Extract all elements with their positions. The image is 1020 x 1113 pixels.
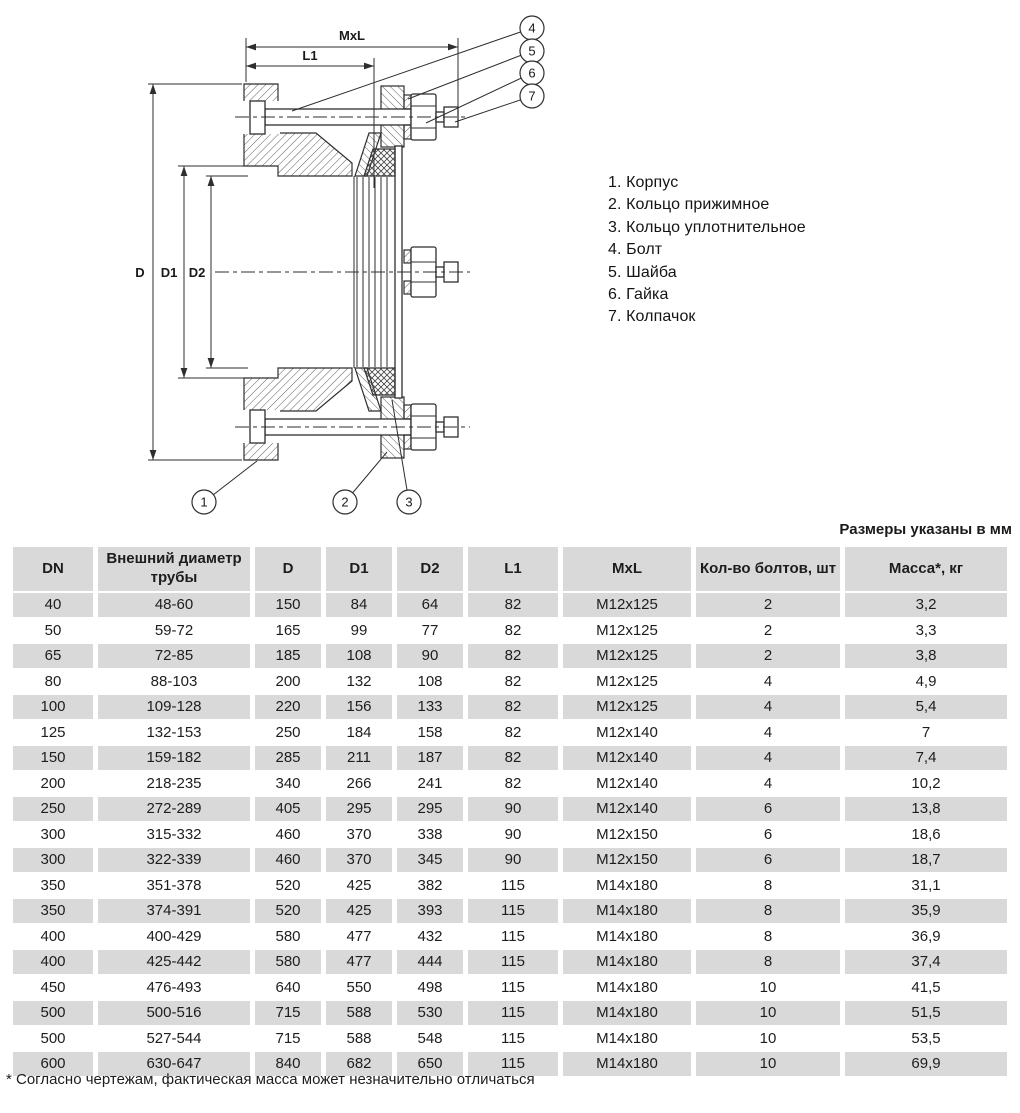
cell-l1: 82: [468, 619, 558, 643]
cell-l1: 90: [468, 823, 558, 847]
callout-3: [397, 490, 421, 514]
cell-l1: 90: [468, 848, 558, 872]
cell-mxl: M12x125: [563, 670, 691, 694]
cell-mxl: M14x180: [563, 1001, 691, 1025]
cell-dn: 400: [13, 950, 93, 974]
cell-pipe-od: 500-516: [98, 1001, 250, 1025]
cell-d: 840: [255, 1052, 321, 1076]
cell-pipe-od: 527-544: [98, 1027, 250, 1051]
legend-item: 3. Кольцо уплотнительное: [608, 218, 806, 236]
cell-mass: 18,7: [845, 848, 1007, 872]
cell-pipe-od: 476-493: [98, 976, 250, 1000]
cell-mass: 53,5: [845, 1027, 1007, 1051]
callout-5: [520, 39, 544, 63]
dim-label-d1: D1: [160, 265, 178, 280]
cell-dn: 600: [13, 1052, 93, 1076]
cell-d: 580: [255, 925, 321, 949]
cell-l1: 90: [468, 797, 558, 821]
cell-mass: 4,9: [845, 670, 1007, 694]
cell-l1: 115: [468, 1052, 558, 1076]
cell-pipe-od: 351-378: [98, 874, 250, 898]
cell-dn: 65: [13, 644, 93, 668]
col-header-d1: D1: [326, 547, 392, 591]
dim-label-mxl: MxL: [339, 28, 365, 43]
footnote: * Согласно чертежам, фактическая масса может незначительно отличаться: [6, 1071, 535, 1088]
cell-d: 715: [255, 1001, 321, 1025]
cell-d1: 370: [326, 848, 392, 872]
cell-pipe-od: 72-85: [98, 644, 250, 668]
cell-d1: 108: [326, 644, 392, 668]
cell-mass: 13,8: [845, 797, 1007, 821]
callout-7: [520, 84, 544, 108]
cell-mxl: M12x150: [563, 823, 691, 847]
cell-pipe-od: 132-153: [98, 721, 250, 745]
cell-mxl: M12x125: [563, 644, 691, 668]
cell-dn: 300: [13, 848, 93, 872]
cell-d1: 99: [326, 619, 392, 643]
cell-d2: 108: [397, 670, 463, 694]
cell-d: 285: [255, 746, 321, 770]
legend-item: 2. Кольцо прижимное: [608, 196, 770, 214]
cell-dn: 400: [13, 925, 93, 949]
cell-d: 520: [255, 874, 321, 898]
cell-d1: 184: [326, 721, 392, 745]
cell-pipe-od: 59-72: [98, 619, 250, 643]
cell-d2: 444: [397, 950, 463, 974]
table-row: [13, 823, 1007, 847]
cell-l1: 82: [468, 772, 558, 796]
cell-l1: 115: [468, 950, 558, 974]
cell-l1: 82: [468, 746, 558, 770]
cell-bolt-count: 6: [696, 823, 840, 847]
svg-text:6: 6: [528, 65, 536, 81]
cell-d: 150: [255, 593, 321, 617]
cell-d1: 266: [326, 772, 392, 796]
cell-d: 340: [255, 772, 321, 796]
cell-d2: 338: [397, 823, 463, 847]
cell-bolt-count: 8: [696, 950, 840, 974]
svg-text:4: 4: [528, 20, 536, 36]
cell-d: 250: [255, 721, 321, 745]
cell-d: 200: [255, 670, 321, 694]
cell-mass: 51,5: [845, 1001, 1007, 1025]
cell-d1: 84: [326, 593, 392, 617]
cell-mxl: M12x125: [563, 619, 691, 643]
cell-d2: 90: [397, 644, 463, 668]
cell-d2: 432: [397, 925, 463, 949]
cell-d: 520: [255, 899, 321, 923]
cell-bolt-count: 2: [696, 619, 840, 643]
cell-dn: 125: [13, 721, 93, 745]
cell-d2: 382: [397, 874, 463, 898]
cell-l1: 115: [468, 1001, 558, 1025]
cell-d: 405: [255, 797, 321, 821]
cell-mxl: M14x180: [563, 950, 691, 974]
cell-mxl: M12x125: [563, 695, 691, 719]
cell-l1: 82: [468, 695, 558, 719]
cell-mxl: M12x140: [563, 721, 691, 745]
cell-bolt-count: 10: [696, 976, 840, 1000]
cell-d2: 530: [397, 1001, 463, 1025]
cell-l1: 115: [468, 976, 558, 1000]
table-row: [13, 950, 1007, 974]
cell-bolt-count: 2: [696, 593, 840, 617]
cell-d1: 588: [326, 1001, 392, 1025]
cell-d1: 425: [326, 899, 392, 923]
legend-item: 5. Шайба: [608, 263, 677, 281]
col-header-pipe-od: Внешний диаметр трубы: [98, 547, 250, 591]
cell-d2: 77: [397, 619, 463, 643]
cell-bolt-count: 6: [696, 797, 840, 821]
cell-d1: 682: [326, 1052, 392, 1076]
cell-mxl: M14x180: [563, 1052, 691, 1076]
col-header-mass: Масса*, кг: [845, 547, 1007, 591]
cell-l1: 82: [468, 721, 558, 745]
cell-d1: 211: [326, 746, 392, 770]
cell-d1: 370: [326, 823, 392, 847]
cell-mass: 18,6: [845, 823, 1007, 847]
cell-mass: 31,1: [845, 874, 1007, 898]
cell-d1: 550: [326, 976, 392, 1000]
callout-2: [333, 490, 357, 514]
cell-dn: 450: [13, 976, 93, 1000]
parts-legend: [608, 172, 806, 329]
cell-d1: 477: [326, 925, 392, 949]
cell-d1: 477: [326, 950, 392, 974]
cell-bolt-count: 8: [696, 899, 840, 923]
cell-bolt-count: 4: [696, 772, 840, 796]
cell-pipe-od: 315-332: [98, 823, 250, 847]
cell-dn: 200: [13, 772, 93, 796]
cell-bolt-count: 4: [696, 670, 840, 694]
cell-mass: 35,9: [845, 899, 1007, 923]
units-note: Размеры указаны в мм: [839, 521, 1012, 538]
cell-pipe-od: 322-339: [98, 848, 250, 872]
col-header-l1: L1: [468, 547, 558, 591]
cell-d1: 425: [326, 874, 392, 898]
cell-mxl: M12x140: [563, 746, 691, 770]
cell-dn: 300: [13, 823, 93, 847]
cell-bolt-count: 8: [696, 925, 840, 949]
cell-d2: 241: [397, 772, 463, 796]
dim-label-l1: L1: [302, 48, 318, 63]
cell-l1: 115: [468, 874, 558, 898]
cell-dn: 100: [13, 695, 93, 719]
table-row: [13, 721, 1007, 745]
col-header-mxl: MxL: [563, 547, 691, 591]
cell-mass: 69,9: [845, 1052, 1007, 1076]
svg-text:5: 5: [528, 43, 536, 59]
cell-mxl: M14x180: [563, 899, 691, 923]
cell-d2: 295: [397, 797, 463, 821]
cell-pipe-od: 425-442: [98, 950, 250, 974]
cell-l1: 82: [468, 644, 558, 668]
cell-pipe-od: 272-289: [98, 797, 250, 821]
cell-dn: 500: [13, 1027, 93, 1051]
cell-dn: 500: [13, 1001, 93, 1025]
callout-1: [192, 490, 216, 514]
svg-text:7: 7: [528, 88, 536, 104]
cell-bolt-count: 4: [696, 746, 840, 770]
table-row: [13, 899, 1007, 923]
cell-mass: 41,5: [845, 976, 1007, 1000]
col-header-dn: DN: [13, 547, 93, 591]
cell-d1: 132: [326, 670, 392, 694]
cell-mass: 36,9: [845, 925, 1007, 949]
cell-pipe-od: 400-429: [98, 925, 250, 949]
cell-mxl: M14x180: [563, 976, 691, 1000]
cell-dn: 350: [13, 874, 93, 898]
table-row: [13, 797, 1007, 821]
cell-d1: 156: [326, 695, 392, 719]
dim-label-d: D: [135, 265, 145, 280]
cell-mxl: M12x140: [563, 772, 691, 796]
cell-pipe-od: 630-647: [98, 1052, 250, 1076]
cell-bolt-count: 4: [696, 695, 840, 719]
cell-l1: 115: [468, 1027, 558, 1051]
cell-d: 580: [255, 950, 321, 974]
svg-text:2: 2: [341, 494, 349, 510]
cell-l1: 115: [468, 899, 558, 923]
table-row: [13, 848, 1007, 872]
table-row: [13, 619, 1007, 643]
cell-bolt-count: 10: [696, 1027, 840, 1051]
cell-l1: 115: [468, 925, 558, 949]
cell-mass: 7,4: [845, 746, 1007, 770]
cell-pipe-od: 374-391: [98, 899, 250, 923]
table-row: [13, 772, 1007, 796]
cell-l1: 82: [468, 593, 558, 617]
technical-drawing: [0, 0, 580, 520]
cell-mxl: M12x125: [563, 593, 691, 617]
cell-d: 640: [255, 976, 321, 1000]
table-row: [13, 976, 1007, 1000]
cell-d2: 650: [397, 1052, 463, 1076]
cell-d2: 158: [397, 721, 463, 745]
table-header-row: [13, 547, 1007, 591]
cell-d2: 393: [397, 899, 463, 923]
cell-mass: 10,2: [845, 772, 1007, 796]
cell-mxl: M12x150: [563, 848, 691, 872]
cell-dn: 250: [13, 797, 93, 821]
cell-bolt-count: 4: [696, 721, 840, 745]
dim-label-d2: D2: [188, 265, 206, 280]
cell-d: 165: [255, 619, 321, 643]
svg-text:1: 1: [200, 494, 208, 510]
cell-bolt-count: 10: [696, 1001, 840, 1025]
cell-mxl: M14x180: [563, 1027, 691, 1051]
cell-d: 220: [255, 695, 321, 719]
cell-mxl: M14x180: [563, 925, 691, 949]
table-row: [13, 1027, 1007, 1051]
cell-mxl: M14x180: [563, 874, 691, 898]
cell-mass: 3,8: [845, 644, 1007, 668]
cell-pipe-od: 218-235: [98, 772, 250, 796]
cell-mass: 7: [845, 721, 1007, 745]
legend-item: 6. Гайка: [608, 286, 669, 304]
cell-pipe-od: 159-182: [98, 746, 250, 770]
cell-d2: 187: [397, 746, 463, 770]
cell-d2: 133: [397, 695, 463, 719]
dimensions-table: [8, 545, 1012, 1078]
cell-dn: 150: [13, 746, 93, 770]
table-row: [13, 925, 1007, 949]
cell-d: 185: [255, 644, 321, 668]
cell-bolt-count: 8: [696, 874, 840, 898]
cell-dn: 50: [13, 619, 93, 643]
cell-pipe-od: 88-103: [98, 670, 250, 694]
cell-d: 460: [255, 848, 321, 872]
table-row: [13, 1001, 1007, 1025]
cell-d2: 548: [397, 1027, 463, 1051]
cell-bolt-count: 2: [696, 644, 840, 668]
cell-mass: 3,2: [845, 593, 1007, 617]
cell-mass: 3,3: [845, 619, 1007, 643]
table-row: [13, 874, 1007, 898]
cell-bolt-count: 10: [696, 1052, 840, 1076]
cell-d: 460: [255, 823, 321, 847]
cell-d1: 295: [326, 797, 392, 821]
cell-mass: 5,4: [845, 695, 1007, 719]
legend-item: 7. Колпачок: [608, 308, 696, 326]
cell-bolt-count: 6: [696, 848, 840, 872]
callout-4: [520, 16, 544, 40]
callout-6: [520, 61, 544, 85]
col-header-bolt-count: Кол-во болтов, шт: [696, 547, 840, 591]
cell-pipe-od: 48-60: [98, 593, 250, 617]
cell-l1: 82: [468, 670, 558, 694]
table-row: [13, 695, 1007, 719]
cell-dn: 80: [13, 670, 93, 694]
cell-d2: 64: [397, 593, 463, 617]
cell-d2: 498: [397, 976, 463, 1000]
cell-dn: 350: [13, 899, 93, 923]
legend-item: 1. Корпус: [608, 174, 679, 191]
cell-mass: 37,4: [845, 950, 1007, 974]
table-row: [13, 644, 1007, 668]
legend-item: 4. Болт: [608, 241, 663, 259]
col-header-d2: D2: [397, 547, 463, 591]
table-row: [13, 593, 1007, 617]
cell-dn: 40: [13, 593, 93, 617]
cell-d: 715: [255, 1027, 321, 1051]
cell-pipe-od: 109-128: [98, 695, 250, 719]
col-header-d: D: [255, 547, 321, 591]
svg-text:3: 3: [405, 494, 413, 510]
cell-d1: 588: [326, 1027, 392, 1051]
table-row: [13, 746, 1007, 770]
cell-d2: 345: [397, 848, 463, 872]
table-row: [13, 670, 1007, 694]
cell-mxl: M12x140: [563, 797, 691, 821]
